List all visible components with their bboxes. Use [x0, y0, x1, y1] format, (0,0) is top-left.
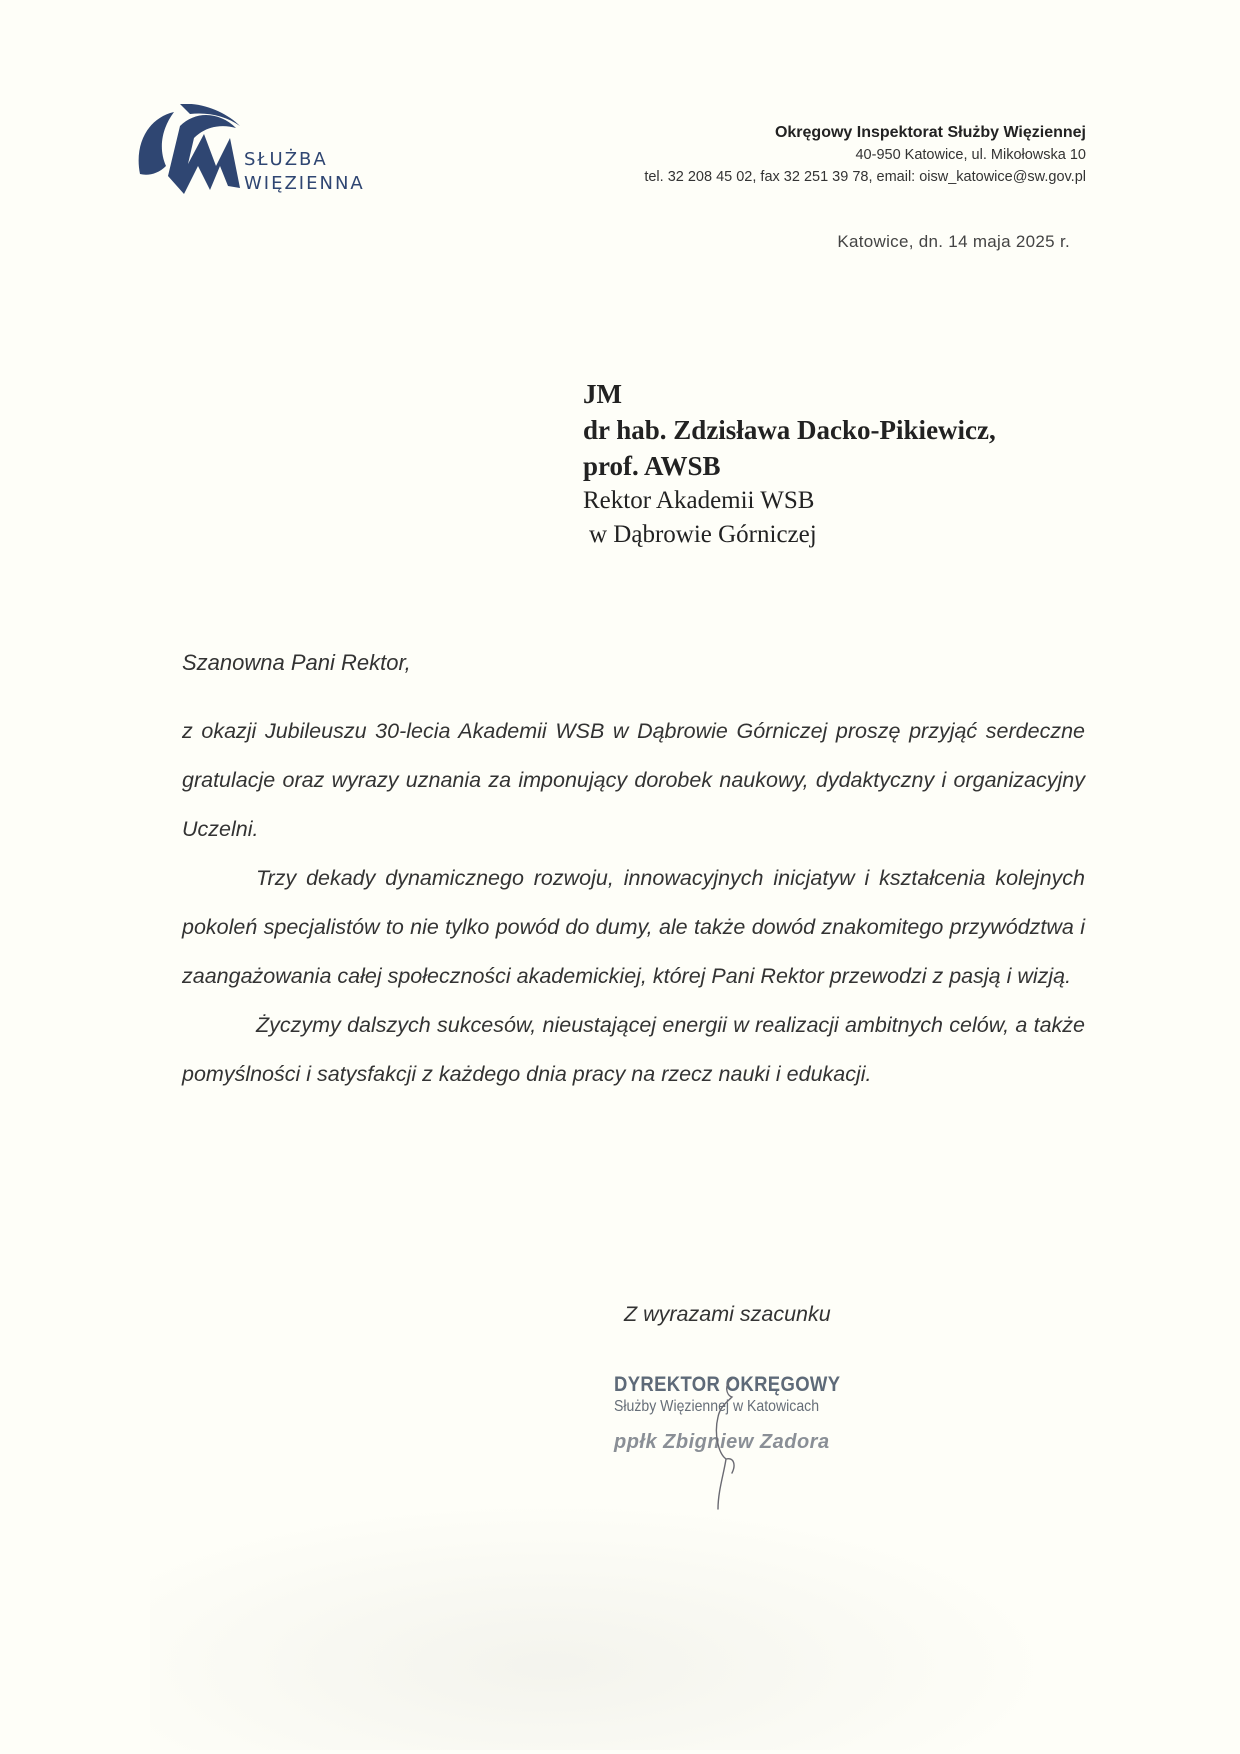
stamp-name: ppłk Zbigniew Zadora — [614, 1431, 830, 1453]
org-address: 40-950 Katowice, ul. Mikołowska 10 — [855, 147, 1086, 163]
paragraph-3: Życzymy dalszych sukcesów, nieustającej energii w realizacji ambitnych celów, a także pomyślności i satysfakcji z każdego dnia pracy na rzecz nauki i edukacji. — [182, 1013, 1085, 1086]
closing: Z wyrazami szacunku — [624, 1302, 831, 1326]
letter-date: Katowice, dn. 14 maja 2025 r. — [837, 232, 1070, 251]
org-contact: tel. 32 208 45 02, fax 32 251 39 78, email: oisw_katowice@sw.gov.pl — [644, 169, 1086, 185]
addressee-degree: prof. AWSB — [583, 451, 721, 481]
addressee-location: w Dąbrowie Górniczej — [589, 521, 817, 548]
logo — [132, 104, 365, 204]
letter-body — [182, 707, 1085, 1099]
addressee-title: JM — [583, 379, 622, 409]
sw-emblem-icon — [132, 104, 244, 200]
stamp-unit: Służby Więziennej w Katowicach — [614, 1398, 820, 1415]
stamp-title: DYREKTOR OKRĘGOWY — [614, 1373, 841, 1396]
paragraph-1: z okazji Jubileuszu 30-lecia Akademii WSB w Dąbrowie Górniczej proszę przyjąć serdeczne gratulacje oraz wyrazy uznania za imponujący dorobek naukowy, dydaktyczny i organizacyjny Uczelni. — [182, 719, 1085, 841]
paragraph-2: Trzy dekady dynamicznego rozwoju, innowacyjnych inicjatyw i kształcenia kolejnych pokoleń specjalistów to nie tylko powód do dumy, ale także dowód znakomitego przywództwa i zaangażowania całej społeczności akademickiej, której Pani Rektor przewodzi z pasją i wizją. — [182, 866, 1085, 988]
org-name: Okręgowy Inspektorat Służby Więziennej — [774, 124, 1086, 141]
logo-text — [244, 148, 365, 196]
salutation: Szanowna Pani Rektor, — [182, 650, 411, 675]
addressee-block — [583, 376, 996, 552]
logo-line-2: WIĘZIENNA — [244, 173, 365, 194]
addressee-position: Rektor Akademii WSB — [583, 487, 815, 514]
addressee-name: dr hab. Zdzisława Dacko-Pikiewicz, — [583, 415, 996, 445]
scan-shadow — [150, 1470, 1150, 1750]
org-header — [644, 122, 1086, 188]
logo-line-1: SŁUŻBA — [244, 149, 328, 170]
